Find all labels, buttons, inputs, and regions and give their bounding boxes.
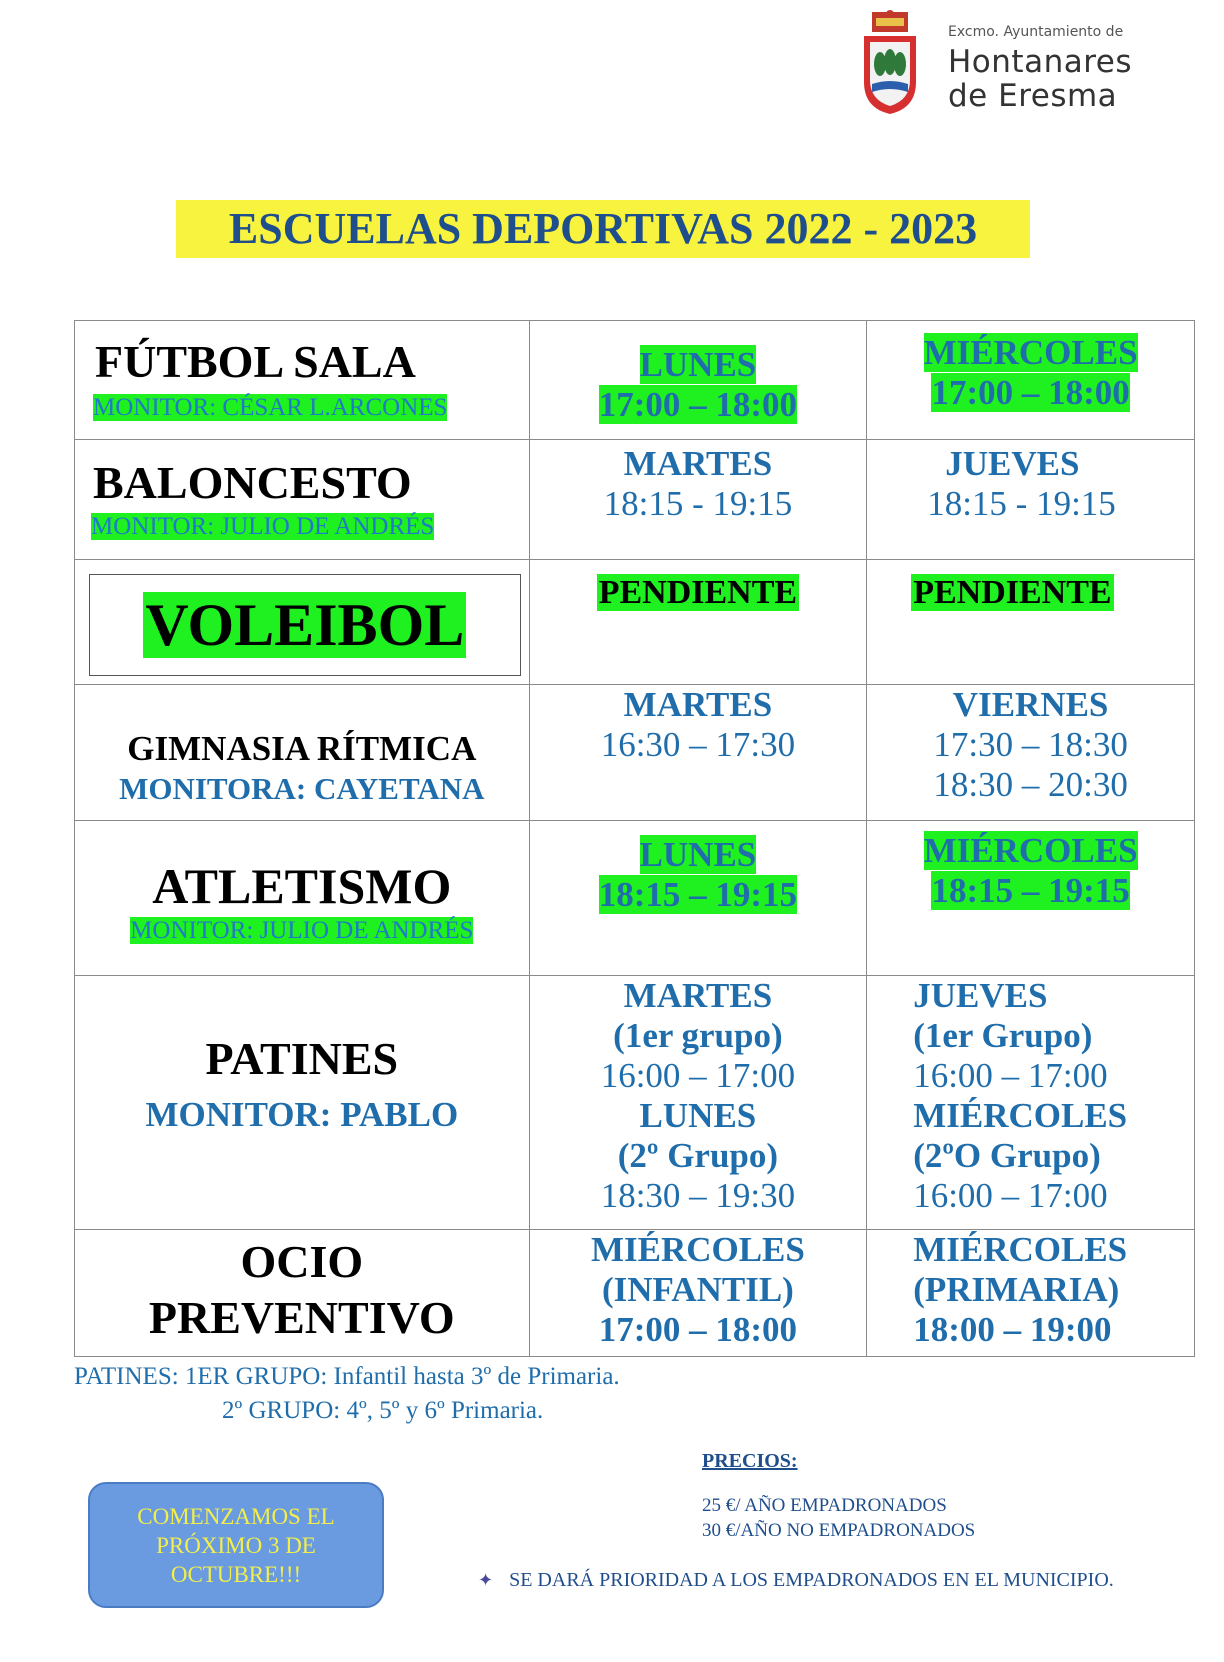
table-row <box>75 440 1195 560</box>
sport-name: FÚTBOL SALA <box>95 336 416 387</box>
sport-name-line2: PREVENTIVO <box>148 1292 455 1343</box>
day-cell <box>867 560 1195 685</box>
group-label: (1er Grupo) <box>913 1016 1093 1055</box>
day-label: MIÉRCOLES <box>923 831 1138 870</box>
time-label: 16:30 – 17:30 <box>600 725 796 764</box>
day-cell <box>867 685 1195 821</box>
table-row <box>75 821 1195 976</box>
priority-text: SE DARÁ PRIORIDAD A LOS EMPADRONADOS EN EL MUNICIPIO. <box>509 1569 1114 1591</box>
arrow-bullet-icon: ✦ <box>478 1570 494 1590</box>
sport-name-line1: OCIO <box>240 1236 364 1287</box>
sport-cell <box>75 321 530 440</box>
price-line: 25 €/ AÑO EMPADRONADOS <box>702 1495 947 1516</box>
sport-cell <box>75 560 530 685</box>
sport-name: GIMNASIA RÍTMICA <box>127 729 477 768</box>
org-small-text: Excmo. Ayuntamiento de <box>948 24 1124 40</box>
monitor-name: MONITOR: JULIO DE ANDRÉS <box>91 513 435 540</box>
table-row <box>75 976 1195 1230</box>
time-label: 17:00 – 18:00 <box>931 373 1130 412</box>
monitor-name: MONITOR: JULIO DE ANDRÉS <box>130 917 474 944</box>
day-label: LUNES <box>639 345 757 384</box>
time-label: 18:15 - 19:15 <box>927 484 1116 523</box>
day-cell <box>529 976 867 1230</box>
sport-cell <box>75 440 530 560</box>
day-label: MARTES <box>623 444 773 483</box>
time-label: 17:00 – 18:00 <box>598 1310 798 1349</box>
day-cell <box>529 821 867 976</box>
day-label: MARTES <box>623 976 773 1015</box>
day-cell <box>867 976 1195 1230</box>
day-cell <box>867 821 1195 976</box>
start-date-badge <box>88 1482 384 1608</box>
town-logo <box>858 8 1138 123</box>
day-cell <box>867 440 1195 560</box>
badge-line: OCTUBRE!!! <box>170 1561 302 1587</box>
time-label: 16:00 – 17:00 <box>913 1056 1108 1095</box>
priority-note <box>478 1569 1114 1592</box>
time-label: 17:00 – 18:00 <box>598 385 798 424</box>
day-label: LUNES <box>639 835 757 874</box>
sport-name: VOLEIBOL <box>145 592 465 658</box>
status-badge: PENDIENTE <box>913 574 1112 611</box>
time-label: 16:00 – 17:00 <box>600 1056 796 1095</box>
day-cell <box>867 321 1195 440</box>
day-cell <box>529 560 867 685</box>
day-label: LUNES <box>639 1096 757 1135</box>
group-label: (1er grupo) <box>613 1016 783 1055</box>
monitor-name: MONITOR: CÉSAR L.ARCONES <box>93 394 448 421</box>
day-label: MIÉRCOLES <box>913 1096 1128 1135</box>
day-label: JUEVES <box>913 976 1048 1015</box>
day-label: MIÉRCOLES <box>590 1230 805 1269</box>
group-label: (INFANTIL) <box>601 1270 794 1309</box>
table-row <box>75 1230 1195 1357</box>
time-label: 18:15 – 19:15 <box>931 871 1130 910</box>
day-cell <box>867 1230 1195 1357</box>
sport-cell <box>75 1230 530 1357</box>
monitor-name: MONITOR: PABLO <box>145 1095 459 1134</box>
table-row <box>75 685 1195 821</box>
prices-heading: PRECIOS: <box>702 1450 798 1472</box>
status-badge: PENDIENTE <box>598 574 798 611</box>
time-label: 16:00 – 17:00 <box>913 1176 1108 1215</box>
patines-notes <box>74 1360 620 1428</box>
note-line: 2º GRUPO: 4º, 5º y 6º Primaria. <box>222 1397 544 1424</box>
time-label: 17:30 – 18:30 <box>933 725 1128 764</box>
group-label: (PRIMARIA) <box>913 1270 1120 1309</box>
day-label: MARTES <box>623 685 773 724</box>
town-crest-icon <box>858 8 922 118</box>
badge-line: PRÓXIMO 3 DE <box>156 1532 316 1558</box>
group-label: (2º Grupo) <box>617 1136 779 1175</box>
sport-name: ATLETISMO <box>152 858 452 914</box>
table-row <box>75 321 1195 440</box>
day-cell <box>529 1230 867 1357</box>
day-label: JUEVES <box>945 444 1080 483</box>
org-name-line2: de Eresma <box>948 78 1118 114</box>
day-label: VIERNES <box>952 685 1109 724</box>
time-label: 18:30 – 19:30 <box>600 1176 796 1215</box>
day-cell <box>529 440 867 560</box>
org-name-line1: Hontanares <box>948 44 1133 80</box>
sport-name: PATINES <box>205 1033 399 1084</box>
time-label: 18:15 – 19:15 <box>598 875 798 914</box>
sport-cell <box>75 685 530 821</box>
time-label: 18:15 - 19:15 <box>603 484 793 523</box>
note-line: PATINES: 1ER GRUPO: Infantil hasta 3º de Primaria. <box>74 1363 620 1390</box>
day-label: MIÉRCOLES <box>913 1230 1128 1269</box>
sport-name: BALONCESTO <box>93 457 412 508</box>
badge-line: COMENZAMOS EL <box>137 1503 335 1529</box>
sport-cell <box>75 821 530 976</box>
sport-cell <box>75 976 530 1230</box>
day-cell <box>529 321 867 440</box>
page-title: ESCUELAS DEPORTIVAS 2022 - 2023 <box>176 200 1030 258</box>
schedule-table <box>74 320 1195 1357</box>
prices-list <box>702 1493 975 1543</box>
table-row <box>75 560 1195 685</box>
group-label: (2ºO Grupo) <box>913 1136 1101 1175</box>
time-label: 18:30 – 20:30 <box>933 765 1128 804</box>
monitor-name: MONITORA: CAYETANA <box>119 771 485 806</box>
day-cell <box>529 685 867 821</box>
day-label: MIÉRCOLES <box>923 333 1138 372</box>
time-label: 18:00 – 19:00 <box>913 1310 1112 1349</box>
price-line: 30 €/AÑO NO EMPADRONADOS <box>702 1520 976 1541</box>
